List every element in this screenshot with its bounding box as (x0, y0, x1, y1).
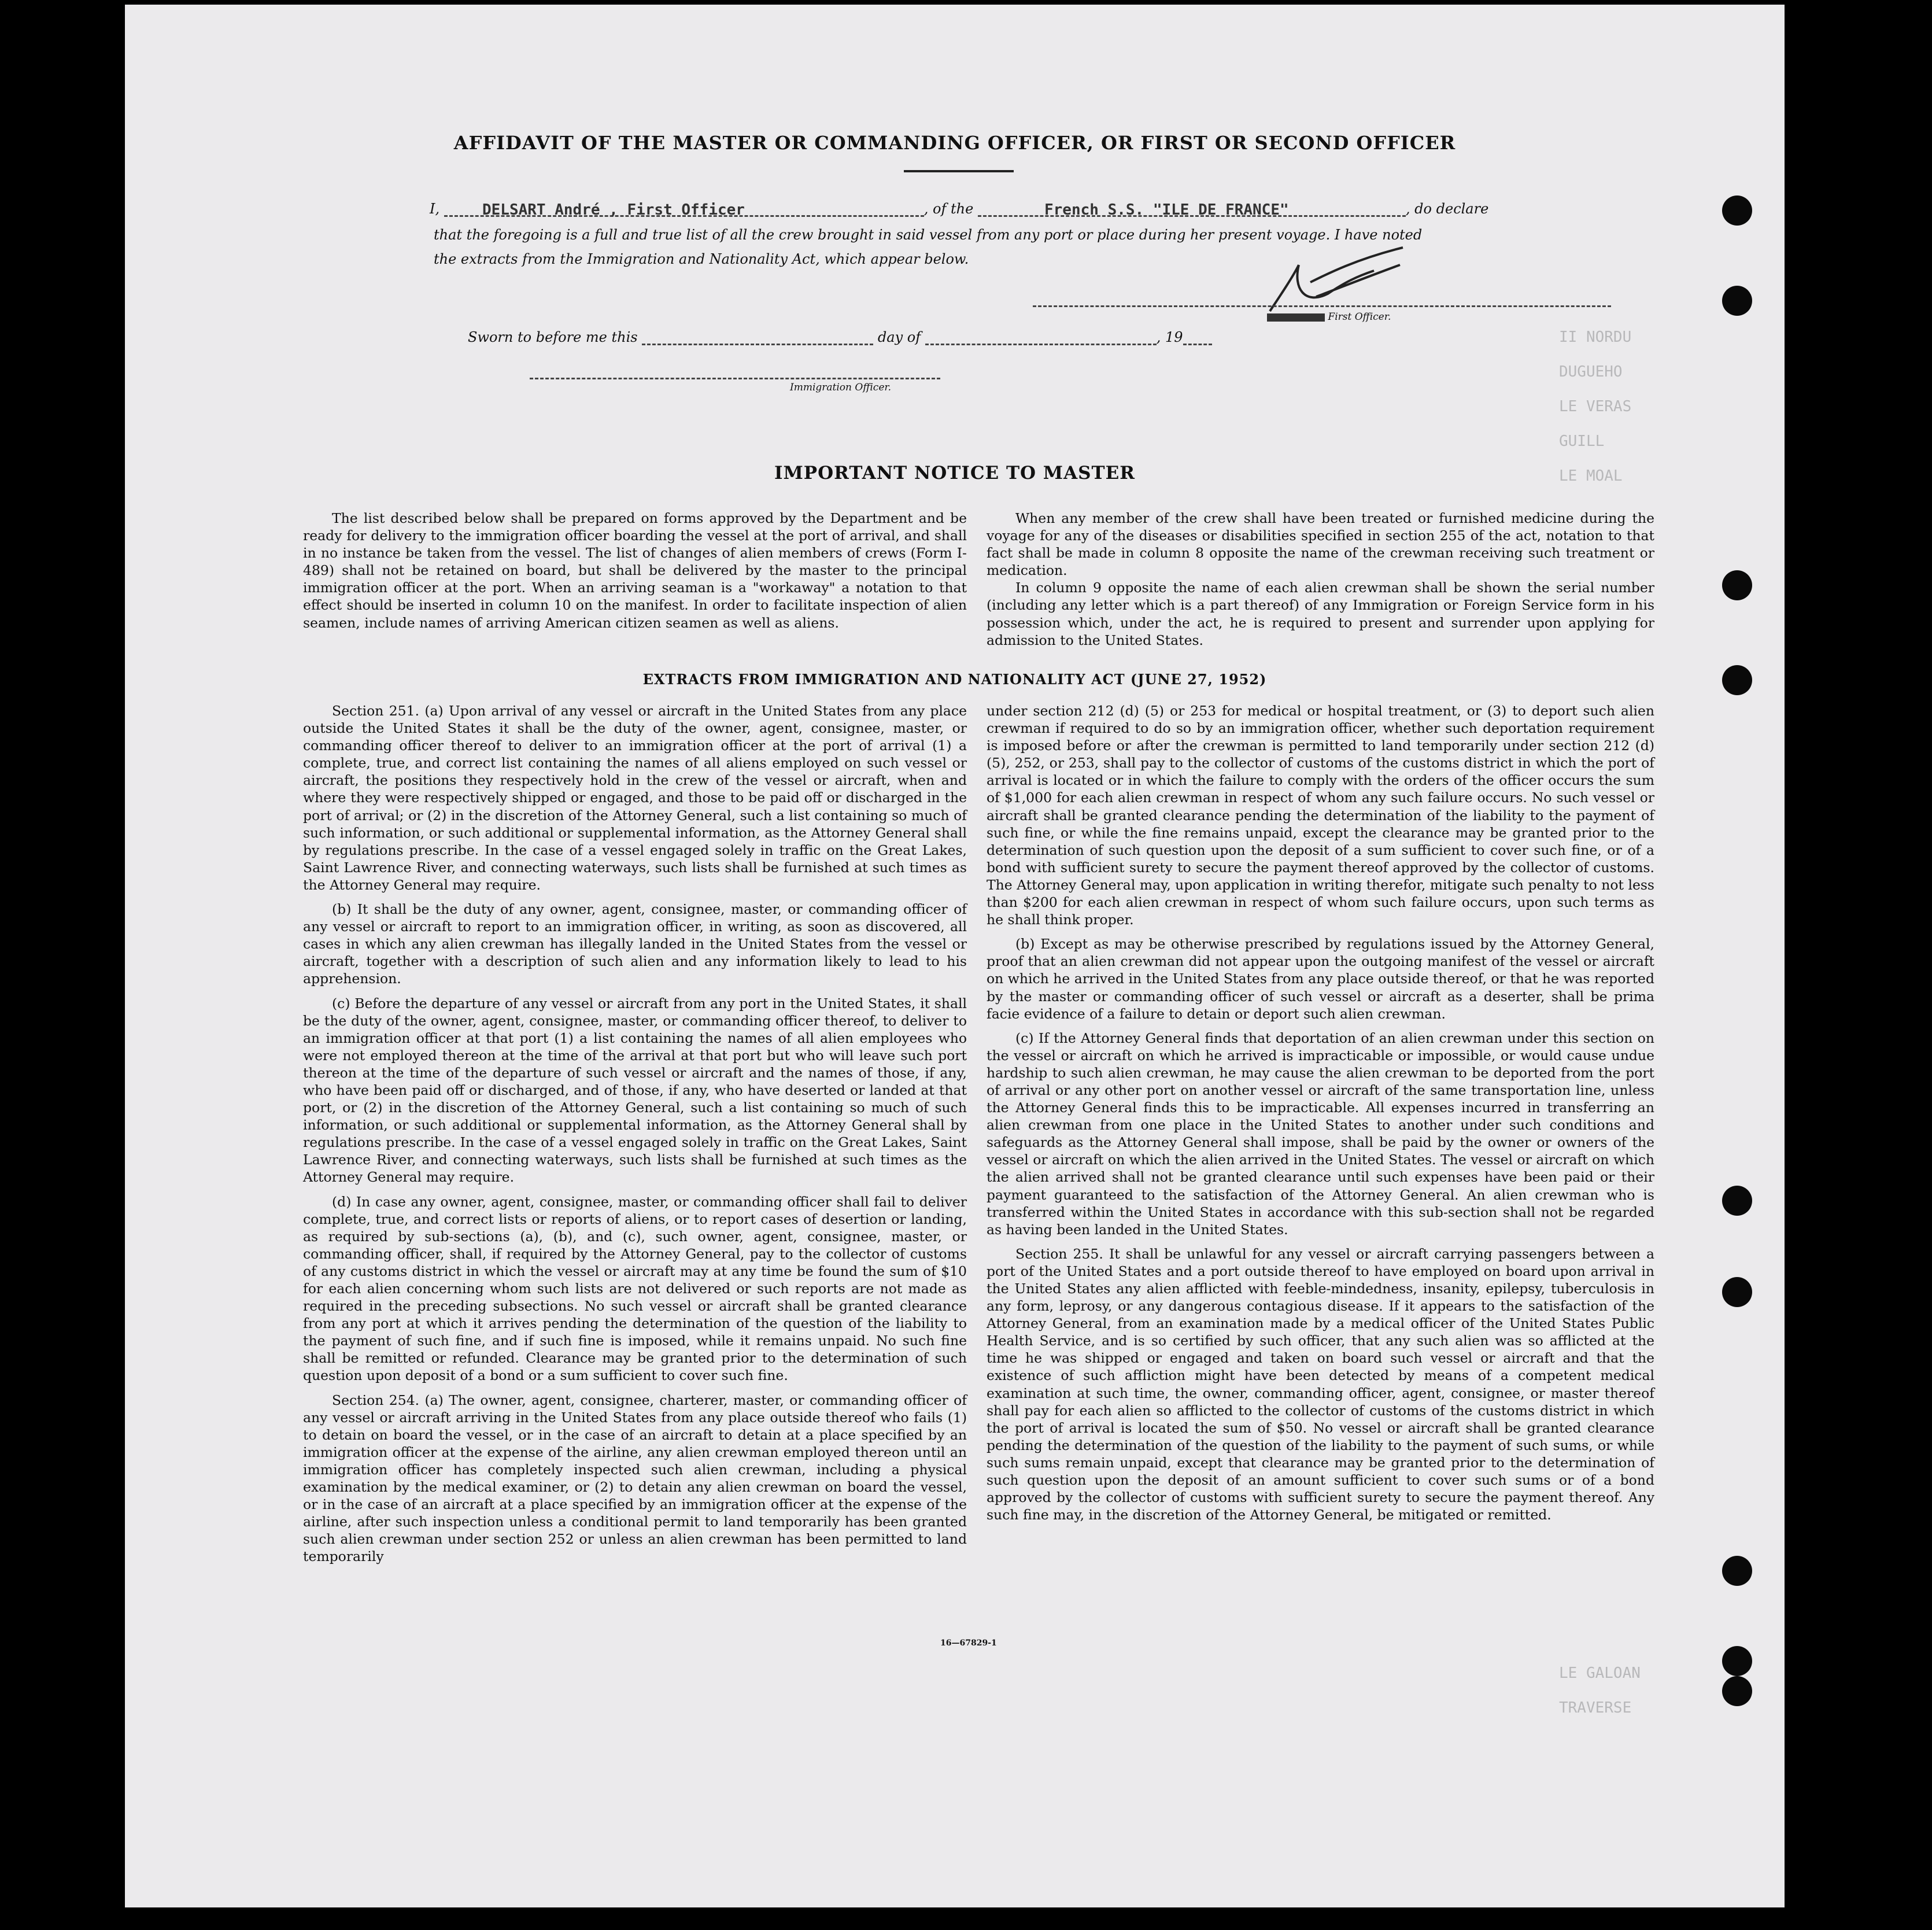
extracts-left-column (303, 702, 967, 1566)
section-251-c: (c) Before the departure of any vessel or aircraft from any port in the United States, it shall be the duty of the owner, agent, consignee, master, or commanding officer thereof, to deliver to an immigration officer at that port (1) a list containing the names of all alien employees who were not employed thereon at the time of the arrival at that port but who will leave such port thereon at the time of the departure of such vessel or aircraft and the names of those, if any, who have been paid off or discharged, and of those, if any, who have deserted or landed at that port, or (2) in the discretion of the Attorney General, such a list containing so much of such information, or such additional or supplemental information, as the Attorney General shall by regulations prescribe. In the case of a vessel engaged solely in traffic on the Great Lakes, Saint Lawrence River, and connecting waterways, such lists shall be furnished at such times as the Attorney General may require. (303, 995, 967, 1186)
declaration-line-3: the extracts from the Immigration and Nationality Act, which appear below. (434, 251, 969, 267)
section-255: Section 255. It shall be unlawful for any vessel or aircraft carrying passengers between a port of the United States and a port outside thereof to have employed on board upon arrival in the United States any alien afflicted with feeble-mindedness, insanity, epilepsy, tuberculosis in any form, leprosy, or any dangerous contagious disease. If it appears to the satisfaction of the Attorney General, from an examination made by a medical officer of the United States Public Health Service, and is so certified by such officer, that any such alien was so afflicted at the time he was shipped or engaged and taken on board such vessel or aircraft and that the existence of such affliction might have been detected by means of a competent medical examination at such time, the owner, commanding officer, agent, consignee, or master thereof shall pay for each alien so afflicted to the collector of customs of the customs district in which the port of arrival is located the sum of $50. No vessel or aircraft shall be granted clearance pending the determination of the question of the liability to the payment of such sums, or while such sums remain unpaid, except that clearance may be granted prior to the determination of such question upon the deposit of an amount sufficient to cover such sums or of a bond approved by the collector of customs with sufficient surety to secure the payment thereof. Any such fine may, in the discretion of the Attorney General, be mitigated or remitted. (987, 1245, 1654, 1523)
handwritten-signature (1258, 242, 1409, 323)
section-251-a: Section 251. (a) Upon arrival of any vessel or aircraft in the United States from any place outside the United States it shall be the duty of the owner, agent, consignee, master, or commanding officer thereof to deliver to an immigration officer at the port of arrival (1) a complete, true, and correct list containing the names of all aliens employed on such vessel or aircraft, the positions they respectively hold in the crew of the vessel or aircraft, when and where they were respectively shipped or engaged, and those to be paid off or discharged in the port of arrival; or (2) in the discretion of the Attorney General, such a list containing so much of such information, or such additional or supplemental information, as the Attorney General shall by regulations prescribe. In the case of a vessel engaged solely in traffic on the Great Lakes, Saint Lawrence River, and connecting waterways, such lists shall be furnished at such times as the Attorney General may require. (303, 703, 967, 893)
signature-caption: First Officer. (1267, 311, 1391, 323)
vessel-name-typed: French S.S. "ILE DE FRANCE" (1044, 201, 1289, 219)
form-number: 16—67829-1 (940, 1639, 997, 1648)
notice-paragraph: The list described below shall be prepared on forms approved by the Department and be ready for delivery to the immigration officer boarding the vessel at the port of arrival, and shall in no instance be taken from the vessel. The list of changes of alien members of crews (Form I-489) shall not be retained on board, but shall be delivered by the master to the principal immigration officer at the port. When an arriving seaman is a "workaway" a notation to that effect should be inserted in column 10 on the manifest. In order to facilitate inspection of alien seamen, include names of arriving American citizen seamen as well as aliens. (303, 510, 967, 631)
declaration-suffix: , do declare (1405, 201, 1489, 217)
punch-hole (1722, 1556, 1752, 1586)
punch-hole (1722, 286, 1752, 316)
extracts-right-column (987, 702, 1654, 1523)
document-page: II NORDU DUGUEHO LE VERAS GUILL LE MOAL LE GALOAN TRAVERSE AFFIDAVIT OF THE MASTER OR COMMANDING OFFICER, OR FIRST OR SECOND OFFICER I, , of the , do declare DELSART André , First Officer French S.S. "ILE DE FRANCE" that the foregoing is a full and true list of all the crew brought in said vessel from any port or place during her present voyage. I have noted the extracts from the Immigration and Nationality Act, which appear below. First Officer. Sworn to before me this day of , 19 Immigration Officer. IMPORTANT NOTICE TO MASTER The list described below shall be prepared on forms approved by the Department and be ready for delivery to the immigration officer boarding the vessel at the port of arrival, and shall in no instance be taken from the vessel. The list of changes of alien members of crews (Form I-489) shall not be retained on board, but shall be delivered by the master to the principal immigration officer at the port. When an arriving seaman is a "workaway" a notation to that effect should be inserted in column 10 on the manifest. In order to facilitate inspection of alien seamen, include names of arriving American citizen seamen as well as aliens. When any member of the crew shall have been treated or furnished medicine during the voyage for any of the diseases or disabilities specified in section 255 of the act, notation to that fact shall be made in column 8 opposite the name of the crewman receiving such treatment or medication. In column 9 opposite the name of each alien crewman shall be shown the serial number (including any letter which is a part thereof) of any Immigration or Foreign Service form in his possession which, under the act, he is required to present and surrender upon applying for admission to the United States. EXTRACTS FROM IMMIGRATION AND NATIONALITY ACT (JUNE 27, 1952) Section 251. (a) Upon arrival of any vessel or aircraft in the United States from any place outside the United States it shall be the duty of the owner, agent, consignee, master, or commanding officer thereof to deliver to an immigration officer at the port of arrival (1) a complete, true, and correct list containing the names of all aliens employed on such vessel or aircraft, the positions they respectively hold in the crew of the vessel or aircraft, when and where they were respectively shipped or engaged, and those to be paid off or discharged in the port of arrival; or (2) in the discretion of the Attorney General, such a list containing so much of such information, or such additional or supplemental information, as the Attorney General shall by regulations prescribe. In the case of a vessel engaged solely in traffic on the Great Lakes, Saint Lawrence River, and connecting waterways, such lists shall be furnished at such times as the Attorney General may require. (b) It shall be the duty of any owner, agent, consignee, master, or commanding officer of any vessel or aircraft to report to an immigration officer, in writing, as soon as discovered, all cases in which any alien crewman has illegally landed in the United States from the vessel or aircraft, together with a description of such alien and any information likely to lead to his apprehension. (c) Before the departure of any vessel or aircraft from any port in the United States, it shall be the duty of the owner, agent, consignee, master, or commanding officer thereof, to deliver to an immigration officer at that port (1) a list containing the names of all alien employees who were not employed thereon at the time of the arrival at that port but who will leave such port thereon at the time of the departure of such vessel or aircraft and the names of those, if any, who have been paid off or discharged, and of those, if any, who have deserted or landed at that port, or (2) in the discretion of the Attorney General, such a list containing so much of such information, or such additional or supplemental information, as the Attorney General shall by regulations prescribe. In the case of a vessel engaged solely in traffic on the Great Lakes, Saint Lawrence River, and connecting waterways, such lists shall be furnished at such times as the Attorney General may require. (d) In case any owner, agent, consignee, master, or commanding officer shall fail to deliver complete, true, and correct lists or reports of aliens, or to report cases of desertion or landing, as required by sub-sections (a), (b), and (c), such owner, agent, consignee, master, or commanding officer, shall, if required by the Attorney General, pay to the collector of customs of any customs district in which the vessel or aircraft may at any time be found the sum of $10 for each alien concerning whom such lists are not delivered or such reports are not made as required in the preceding subsections. No such vessel or aircraft shall be granted clearance from any port at which it arrives pending the determination of the question of the liability to the payment of such fine, and if such fine is imposed, while it remains unpaid. No such fine shall be remitted or refunded. Clearance may be granted prior to the determination of such question upon deposit of a bond or a sum sufficient to cover such fine. Section 254. (a) The owner, agent, consignee, charterer, master, or commanding officer of any vessel or aircraft arriving in the United States from any place outside thereof who fails (1) to detain on board the vessel, or in the case of an aircraft to detain at a place specified by an immigration officer at the expense of the airline, any alien crewman employed thereon until an immigration officer has completely inspected such alien crewman, including a physical examination by the medical examiner, or (2) to detain any alien crewman on board the vessel, or in the case of an aircraft at a place specified by an immigration officer at the expense of the airline, after such inspection unless a conditional permit to land temporarily has been granted such alien crewman under section 252 or unless an alien crewman has been permitted to land temporarily under section 212 (d) (5) or 253 for medical or hospital treatment, or (3) to deport such alien crewman if required to do so by an immigration officer, whether such deportation requirement is imposed before or after the crewman is permitted to land temporarily under section 212 (d) (5), 252, or 253, shall pay to the collector of customs of the customs district in which the port of arrival is located or in which the failure to comply with the orders of the officer occurs the sum of $1,000 for each alien crewman in respect of whom any such failure occurs. No such vessel or aircraft shall be granted clearance pending the determination of the liability to the payment of such fine, or while the fine remains unpaid, except the clearance may be granted prior to the determination of such question upon the deposit of a sum sufficient to cover such fine, or of a bond with sufficient surety to secure the payment thereof approved by the collector of customs. The Attorney General may, upon application in writing therefor, mitigate such penalty to not less than $200 for each alien crewman in respect of whom such failure occurs, upon such terms as he shall think proper. (b) Except as may be otherwise prescribed by regulations issued by the Attorney General, proof that an alien crewman did not appear upon the outgoing manifest of the vessel or aircraft on which he arrived in the United States from any place outside thereof, or that he was reported by the master or commanding officer of such vessel or aircraft as a deserter, shall be prima facie evidence of a failure to detain or deport such alien crewman. (c) If the Attorney General finds that deportation of an alien crewman under this section on the vessel or aircraft on which he arrived is impracticable or impossible, or would cause undue hardship to such alien crewman, he may cause the alien crewman to be deported from the port of arrival or any other port on another vessel or aircraft of the same transportation line, unless the Attorney General finds this to be impracticable. All expenses incurred in transferring an alien crewman from one place in the United States to another under such conditions and safeguards as the Attorney General shall impose, shall be paid by the owner or owners of the vessel or aircraft on which the alien arrived in the United States. The vessel or aircraft on which the alien arrived shall not be granted clearance until such expenses have been paid or their payment guaranteed to the satisfaction of the Attorney General. An alien crewman who is transferred within the United States in accordance with this sub-section shall not be regarded as having been landed in the United States. Section 255. It shall be unlawful for any vessel or aircraft carrying passengers between a port of the United States and a port outside thereof to have employed on board upon arrival in the United States any alien afflicted with feeble-mindedness, insanity, epilepsy, tuberculosis in any form, leprosy, or any dangerous contagious disease. If it appears to the satisfaction of the Attorney General, from an examination made by a medical officer of the United States Public Health Service, and is so certified by such officer, that any such alien was so afflicted at the time he was shipped or engaged and taken on board such vessel or aircraft and that the existence of such affliction might have been detected by means of a competent medical examination at such time, the owner, commanding officer, agent, consignee, or master thereof shall pay for each alien so afflicted to the collector of customs of the customs district in which the port of arrival is located the sum of $50. No vessel or aircraft shall be granted clearance pending the determination of the question of the liability to the payment of such sums, or while such sums remain unpaid, except that clearance may be granted prior to the determination of such question upon the deposit of an amount sufficient to cover such sums or of a bond approved by the collector of customs with sufficient surety to secure the payment thereof. Any such fine may, in the discretion of the Attorney General, be mitigated or remitted. 16—67829-1 (125, 5, 1785, 1907)
declaration-of-the: , of the (923, 201, 974, 217)
notice-title: IMPORTANT NOTICE TO MASTER (774, 463, 1136, 484)
sworn-prefix: Sworn to before me this (468, 329, 638, 345)
punch-hole (1722, 1676, 1752, 1706)
punch-hole (1722, 570, 1752, 600)
officer-name-typed: DELSART André , First Officer (482, 201, 745, 219)
immigration-officer-signature-line (530, 378, 940, 379)
punch-hole (1722, 195, 1752, 226)
extracts-title: EXTRACTS FROM IMMIGRATION AND NATIONALITY ACT (JUNE 27, 1952) (642, 671, 1267, 688)
section-251-b: (b) It shall be the duty of any owner, agent, consignee, master, or commanding officer of any vessel or aircraft to report to an immigration officer, in writing, as soon as discovered, all cases in which any alien crewman has illegally landed in the United States from the vessel or aircraft, together with a description of such alien and any information likely to lead to his apprehension. (303, 901, 967, 987)
notice-right-column (987, 510, 1654, 649)
punch-hole (1722, 1277, 1752, 1307)
sworn-line (468, 329, 1212, 345)
punch-hole (1722, 1186, 1752, 1216)
sworn-day-label: day of (877, 329, 921, 345)
signature-line (1033, 305, 1611, 307)
punch-hole (1722, 1646, 1752, 1676)
title-rule (904, 170, 1014, 172)
section-251-d: (d) In case any owner, agent, consignee, master, or commanding officer shall fail to deliver complete, true, and correct lists or reports of aliens, or to report cases of desertion or landing, as required by sub-sections (a), (b), and (c), such owner, agent, consignee, master, or commanding officer, shall, if required by the Attorney General, pay to the collector of customs of any customs district in which the vessel or aircraft may at any time be found the sum of $10 for each alien concerning whom such lists are not delivered or such reports are not made as required in the preceding subsections. No such vessel or aircraft shall be granted clearance from any port at which it arrives pending the determination of the question of the liability to the payment of such fine, and if such fine is imposed, while it remains unpaid. No such fine shall be remitted or refunded. Clearance may be granted prior to the determination of such question upon deposit of a bond or a sum sufficient to cover such fine. (303, 1193, 967, 1384)
section-254-b: (b) Except as may be otherwise prescribed by regulations issued by the Attorney General, proof that an alien crewman did not appear upon the outgoing manifest of the vessel or aircraft on which he arrived in the United States from any place outside thereof, or that he was reported by the master or commanding officer of such vessel or aircraft as a deserter, shall be prima facie evidence of a failure to detain or deport such alien crewman. (987, 936, 1654, 1022)
declaration-prefix: I, (430, 201, 440, 217)
affidavit-title: AFFIDAVIT OF THE MASTER OR COMMANDING OFFICER, OR FIRST OR SECOND OFFICER (453, 132, 1456, 154)
section-254-a: Section 254. (a) The owner, agent, consignee, charterer, master, or commanding officer of any vessel or aircraft arriving in the United States from any place outside thereof who fails (1) to detain on board the vessel, or in the case of an aircraft to detain at a place specified by an immigration officer at the expense of the airline, any alien crewman employed thereon until an immigration officer has completely inspected such alien crewman, including a physical examination by the medical examiner, or (2) to detain any alien crewman on board the vessel, or in the case of an aircraft at a place specified by an immigration officer at the expense of the airline, after such inspection unless a conditional permit to land temporarily has been granted such alien crewman under section 252 or unless an alien crewman has been permitted to land temporarily (303, 1392, 967, 1565)
notice-paragraph: When any member of the crew shall have been treated or furnished medicine during the voyage for any of the diseases or disabilities specified in section 255 of the act, notation to that fact shall be made in column 8 opposite the name of the crewman receiving such treatment or medication. (987, 510, 1654, 579)
struck-out-text (1267, 313, 1325, 322)
sworn-year-label: , 19 (1156, 329, 1183, 345)
declaration-line-2: that the foregoing is a full and true list of all the crew brought in said vessel from any port or place during her present voyage. I have noted (434, 227, 1423, 243)
notice-paragraph: In column 9 opposite the name of each alien crewman shall be shown the serial number (including any letter which is a part thereof) of any Immigration or Foreign Service form in his possession which, under the act, he is required to present and surrender upon applying for admission to the United States. (987, 580, 1654, 648)
immigration-officer-caption: Immigration Officer. (790, 382, 892, 393)
notice-left-column (303, 510, 967, 632)
section-254-c: (c) If the Attorney General finds that deportation of an alien crewman under this section on the vessel or aircraft on which he arrived is impracticable or impossible, or would cause undue hardship to such alien crewman, he may cause the alien crewman to be deported from the port of arrival or any other port on another vessel or aircraft of the same transportation line, unless the Attorney General finds this to be impracticable. All expenses incurred in transferring an alien crewman from one place in the United States to another under such conditions and safeguards as the Attorney General shall impose, shall be paid by the owner or owners of the vessel or aircraft on which the alien arrived in the United States. The vessel or aircraft on which the alien arrived shall not be granted clearance until such expenses have been paid or their payment guaranteed to the satisfaction of the Attorney General. An alien crewman who is transferred within the United States in accordance with this sub-section shall not be regarded as having been landed in the United States. (987, 1029, 1654, 1238)
section-254-a-continued: under section 212 (d) (5) or 253 for medical or hospital treatment, or (3) to deport such alien crewman if required to do so by an immigration officer, whether such deportation requirement is imposed before or after the crewman is permitted to land temporarily under section 212 (d) (5), 252, or 253, shall pay to the collector of customs of the customs district in which the port of arrival is located or in which the failure to comply with the orders of the officer occurs the sum of $1,000 for each alien crewman in respect of whom any such failure occurs. No such vessel or aircraft shall be granted clearance pending the determination of the liability to the payment of such fine, or while the fine remains unpaid, except the clearance may be granted prior to the determination of such question upon the deposit of a sum sufficient to cover such fine, or of a bond with sufficient surety to secure the payment thereof approved by the collector of customs. The Attorney General may, upon application in writing therefor, mitigate such penalty to not less than $200 for each alien crewman in respect of whom such failure occurs, upon such terms as he shall think proper. (987, 703, 1654, 928)
